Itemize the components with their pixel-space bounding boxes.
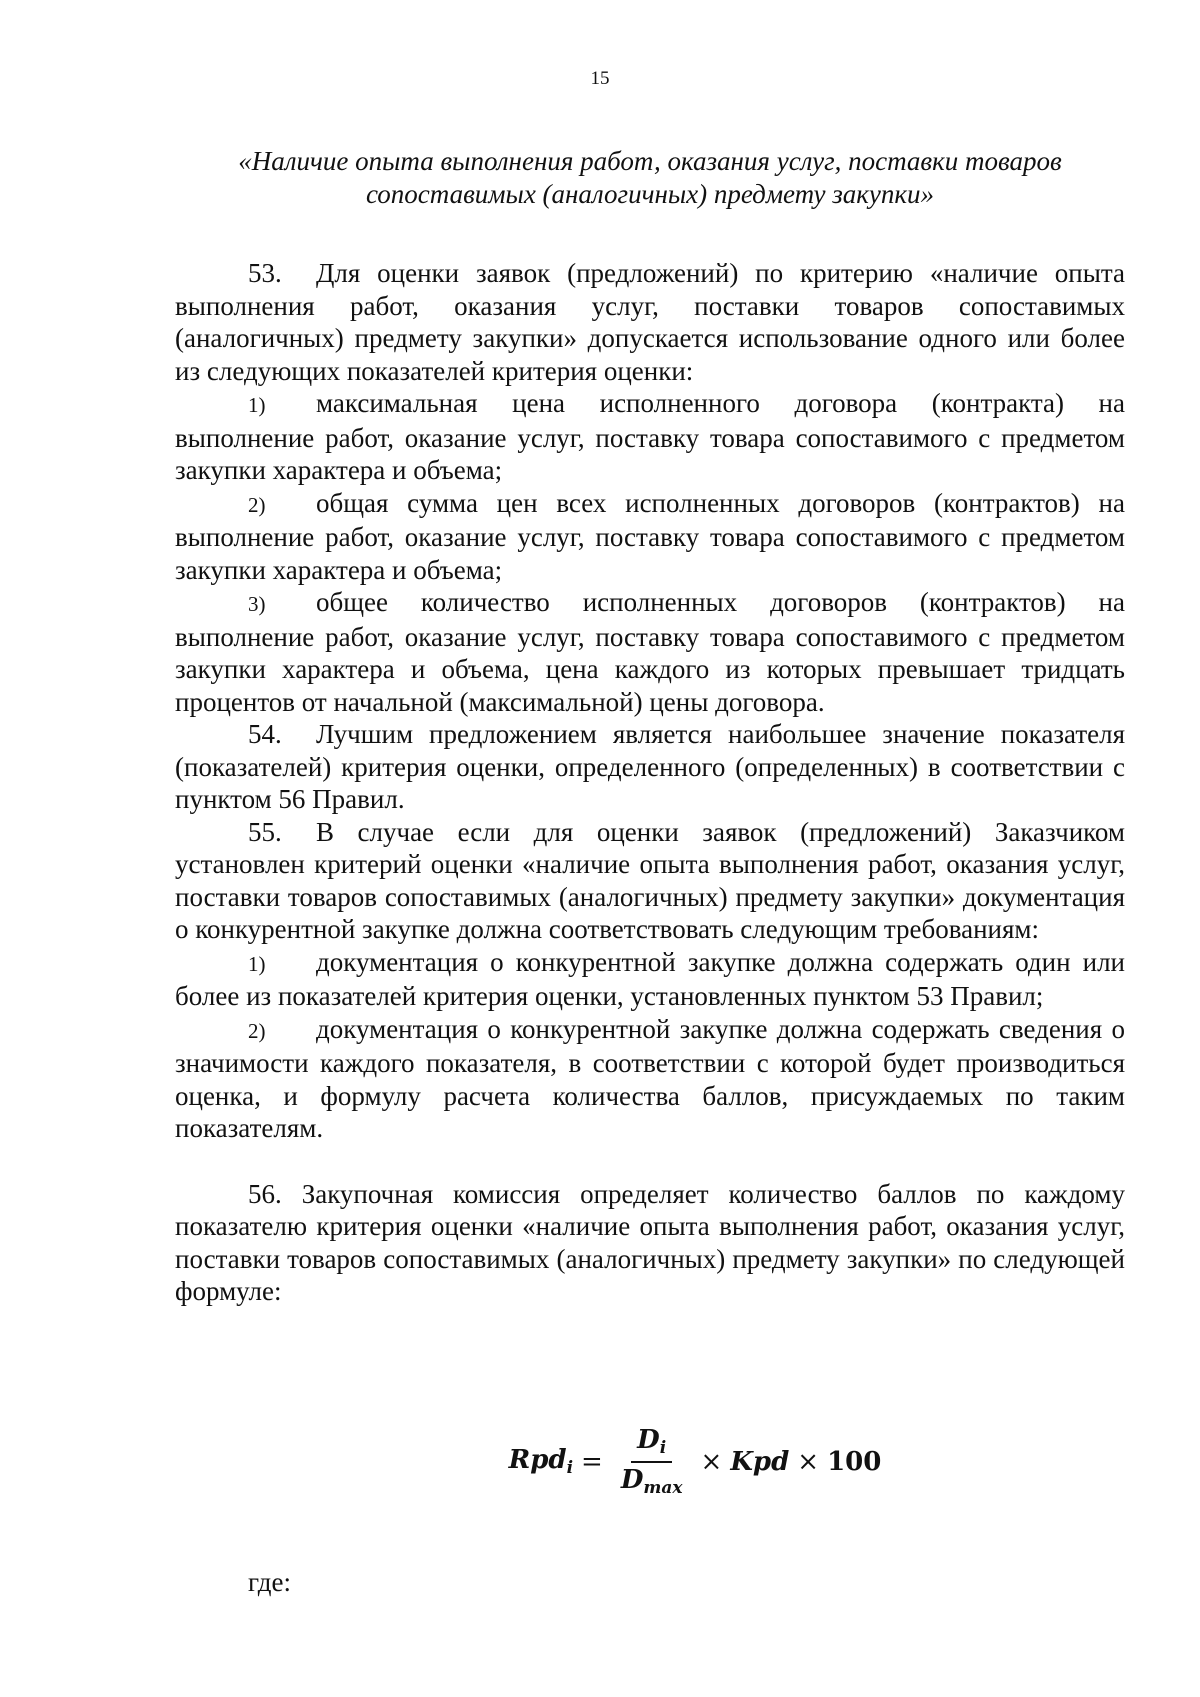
- paragraph-text: В случае если для оценки заявок (предложений) Заказчиком установлен критерий оценки «наличие опыта выполнения работ, оказания услуг, поставки товаров сопоставимых (аналогичных) предмету закупки» документация о конкурентной закупке должна соответствовать следующим требованиям:: [175, 816, 1125, 944]
- paragraph-text: Для оценки заявок (предложений) по критерию «наличие опыта выполнения работ, оказания услуг, поставки товаров сопоставимых (аналогичных) предмету закупки» допускается использование одного или более из следующих показателей критерия оценки:: [175, 258, 1125, 386]
- document-body: [175, 257, 1125, 1308]
- formula-times: ×: [700, 1446, 723, 1477]
- page-number: 15: [590, 68, 610, 89]
- list-item: [175, 586, 1125, 718]
- paragraph-55: [175, 816, 1125, 946]
- formula-lhs: Rpd$_i$: [508, 1445, 574, 1478]
- paragraph-56: 56. Закупочная комиссия определяет количество баллов по каждому показателю критерия оценки «наличие опыта выполнения работ, оказания услуг, поставки товаров сопоставимых (аналогичных) предмету закупки» по следующей формуле:: [175, 1178, 1125, 1306]
- list-item-text: общая сумма цен всех исполненных договоров (контрактов) на выполнение работ, оказание услуг, поставку товара сопоставимого с предметом закупки характера и объема;: [175, 487, 1125, 585]
- formula-numerator: $D_i$: [631, 1425, 672, 1463]
- list-item-text: документация о конкурентной закупке должна содержать один или более из показателей критерия оценки, установленных пунктом 53 Правил;: [175, 946, 1125, 1011]
- list-item-number: 2): [248, 492, 266, 517]
- section-title: [175, 145, 1125, 211]
- paragraph-text: Лучшим предложением является наибольшее значение показателя (показателей) критерия оценки, определенного (определенных) в соответствии с пунктом 56 Правил.: [175, 719, 1125, 814]
- list-item-number: 1): [248, 393, 266, 417]
- section-title-line-2: сопоставимых (аналогичных) предмету закупки»: [365, 179, 935, 209]
- list-item-number: 1): [248, 951, 266, 976]
- list-item-number: 2): [248, 1018, 266, 1043]
- list-item: [175, 1013, 1125, 1145]
- section-title-line-1: «Наличие опыта выполнения работ, оказания услуг, поставки товаров: [238, 146, 1062, 176]
- paragraph-number: 53.: [248, 258, 282, 288]
- list-item: [175, 946, 1125, 1013]
- formula-times: ×: [797, 1446, 820, 1477]
- list-item-number: 3): [248, 592, 266, 616]
- list-item: [175, 487, 1125, 587]
- scoring-formula: [95, 1425, 1200, 1498]
- paragraph-54: [175, 718, 1125, 816]
- formula-fraction: [615, 1425, 689, 1498]
- formula-coefficient: Kpd: [730, 1446, 790, 1477]
- where-label: где:: [248, 1567, 291, 1597]
- formula-denominator: $D_{max}$: [620, 1465, 683, 1498]
- list-item: [175, 387, 1125, 487]
- formula-constant: 100: [827, 1446, 882, 1477]
- list-item-text: максимальная цена исполненного договора (контракта) на выполнение работ, оказание услуг, поставку товара сопоставимого с предметом закупки характера и объема;: [175, 388, 1125, 485]
- paragraph-53: [175, 257, 1125, 387]
- formula-equals: =: [581, 1446, 603, 1477]
- paragraph-number: 55.: [248, 816, 282, 847]
- paragraph-number: 54.: [248, 719, 282, 749]
- list-item-text: общее количество исполненных договоров (контрактов) на выполнение работ, оказание услуг, поставку товара сопоставимого с предметом закупки характера и объема, цена каждого из которых превышает тридцать процентов от начальной (максимальной) цены договора.: [175, 587, 1125, 717]
- list-item-text: документация о конкурентной закупке должна содержать сведения о значимости каждого показателя, в соответствии с которой будет производиться оценка, и формулу расчета количества баллов, присуждаемых по таким показателям.: [175, 1013, 1125, 1143]
